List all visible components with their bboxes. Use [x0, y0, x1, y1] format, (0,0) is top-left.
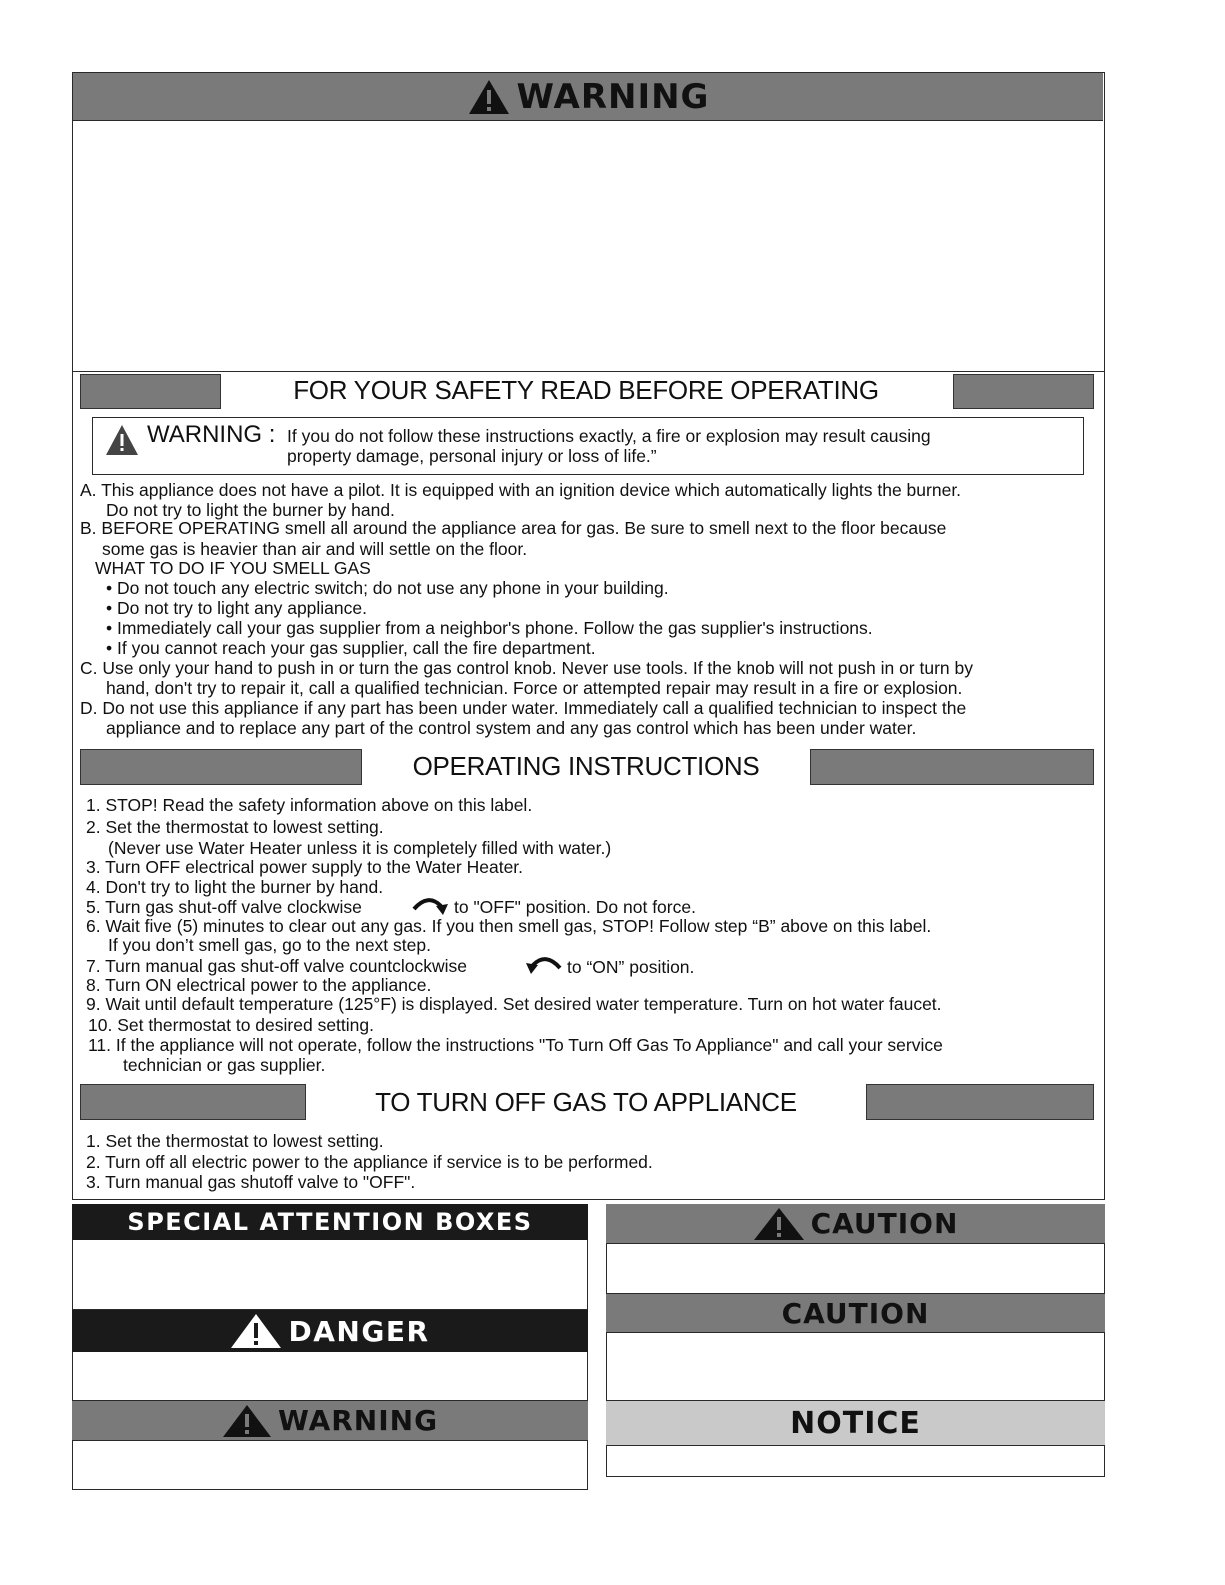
warning-triangle-icon [105, 424, 139, 456]
safety-line: hand, don't try to repair it, call a qualified technician. Force or attempted repair may result in a fire or explosion. [106, 678, 963, 698]
warning-triangle-icon [467, 78, 511, 116]
operating-line: 11. If the appliance will not operate, follow the instructions "To Turn Off Gas To Appliance" and call your service [88, 1035, 943, 1055]
turn-off-line: 2. Turn off all electric power to the appliance if service is to be performed. [86, 1152, 653, 1172]
safety-line: A. This appliance does not have a pilot. It is equipped with an ignition device which automatically lights the burner. [80, 480, 962, 500]
safety-title: FOR YOUR SAFETY READ BEFORE OPERATING [293, 375, 879, 405]
turn-off-title-bar [80, 1084, 1095, 1122]
clockwise-arrow-icon [410, 893, 450, 917]
operating-title: OPERATING INSTRUCTIONS [412, 751, 760, 781]
special-attention-header [72, 1204, 588, 1240]
operating-line: (Never use Water Heater unless it is completely filled with water.) [108, 838, 612, 858]
operating-line: to “ON” position. [567, 957, 695, 977]
operating-line: 4. Don't try to light the burner by hand. [86, 877, 384, 897]
counterclockwise-arrow-icon [524, 952, 564, 976]
safety-line: appliance and to replace any part of the control system and any gas control which has been under water. [106, 718, 917, 738]
notice-header [606, 1400, 1105, 1446]
turn-off-line: 1. Set the thermostat to lowest setting. [86, 1131, 384, 1151]
safety-title-bar [80, 374, 1095, 410]
turn-off-line: 3. Turn manual gas shutoff valve to "OFF". [86, 1172, 416, 1192]
operating-line: 2. Set the thermostat to lowest setting. [86, 817, 384, 837]
operating-line: 5. Turn gas shut-off valve clockwise [86, 897, 362, 917]
safety-line: • If you cannot reach your gas supplier, call the fire department. [106, 638, 596, 658]
special-attention-title: SPECIAL ATTENTION BOXES [127, 1208, 533, 1236]
safety-line: B. BEFORE OPERATING smell all around the appliance area for gas. Be sure to smell next to the floor because [80, 518, 947, 538]
operating-line: to "OFF" position. Do not force. [454, 897, 696, 917]
safety-line: C. Use only your hand to push in or turn the gas control knob. Never use tools. If the knob will not push in or turn by [80, 658, 973, 678]
top-warning-title: WARNING [516, 76, 710, 117]
top-warning-box [72, 72, 1105, 372]
safety-line: WHAT TO DO IF YOU SMELL GAS [95, 558, 371, 578]
safety-line: some gas is heavier than air and will settle on the floor. [102, 539, 528, 559]
inner-warning-box [92, 417, 1084, 475]
operating-line: 10. Set thermostat to desired setting. [88, 1015, 374, 1035]
safety-line: D. Do not use this appliance if any part has been under water. Immediately call a qualified technician to inspect the [80, 698, 967, 718]
inner-warning-text-1: If you do not follow these instructions exactly, a fire or explosion may result causing [287, 426, 931, 446]
operating-line: If you don’t smell gas, go to the next step. [108, 935, 431, 955]
caution-header [606, 1293, 1105, 1333]
operating-line: 6. Wait five (5) minutes to clear out any gas. If you then smell gas, STOP! Follow step “B” above on this label. [86, 916, 932, 936]
safety-line: • Immediately call your gas supplier from a neighbor's phone. Follow the gas supplier's instructions. [106, 618, 873, 638]
caution-icon-title: CAUTION [810, 1207, 959, 1240]
danger-header [72, 1310, 588, 1352]
operating-line: 3. Turn OFF electrical power supply to the Water Heater. [86, 857, 524, 877]
operating-line: 7. Turn manual gas shut-off valve countclockwise [86, 956, 467, 976]
operating-line: 8. Turn ON electrical power to the appliance. [86, 975, 432, 995]
safety-line: • Do not touch any electric switch; do not use any phone in your building. [106, 578, 669, 598]
warning-triangle-icon [222, 1404, 272, 1438]
caution-icon-header [606, 1204, 1105, 1244]
caution-title: CAUTION [781, 1296, 930, 1330]
warning-title: WARNING [277, 1404, 439, 1437]
operating-line: technician or gas supplier. [123, 1055, 326, 1075]
safety-line: • Do not try to light any appliance. [106, 598, 367, 618]
warning-header [72, 1401, 588, 1441]
turn-off-title: TO TURN OFF GAS TO APPLIANCE [375, 1087, 797, 1117]
operating-line: 1. STOP! Read the safety information above on this label. [86, 795, 533, 815]
safety-line: Do not try to light the burner by hand. [106, 500, 395, 520]
inner-warning-label: WARNING : [147, 421, 276, 448]
warning-triangle-icon [753, 1207, 805, 1241]
warning-triangle-icon [230, 1313, 282, 1349]
danger-title: DANGER [288, 1314, 430, 1348]
notice-title: NOTICE [790, 1405, 921, 1441]
operating-line: 9. Wait until default temperature (125°F) is displayed. Set desired water temperature. Turn on hot water faucet. [86, 994, 942, 1014]
inner-warning-text-2: property damage, personal injury or loss of life.” [287, 446, 657, 466]
operating-title-bar [80, 749, 1095, 787]
top-warning-header [73, 73, 1103, 121]
